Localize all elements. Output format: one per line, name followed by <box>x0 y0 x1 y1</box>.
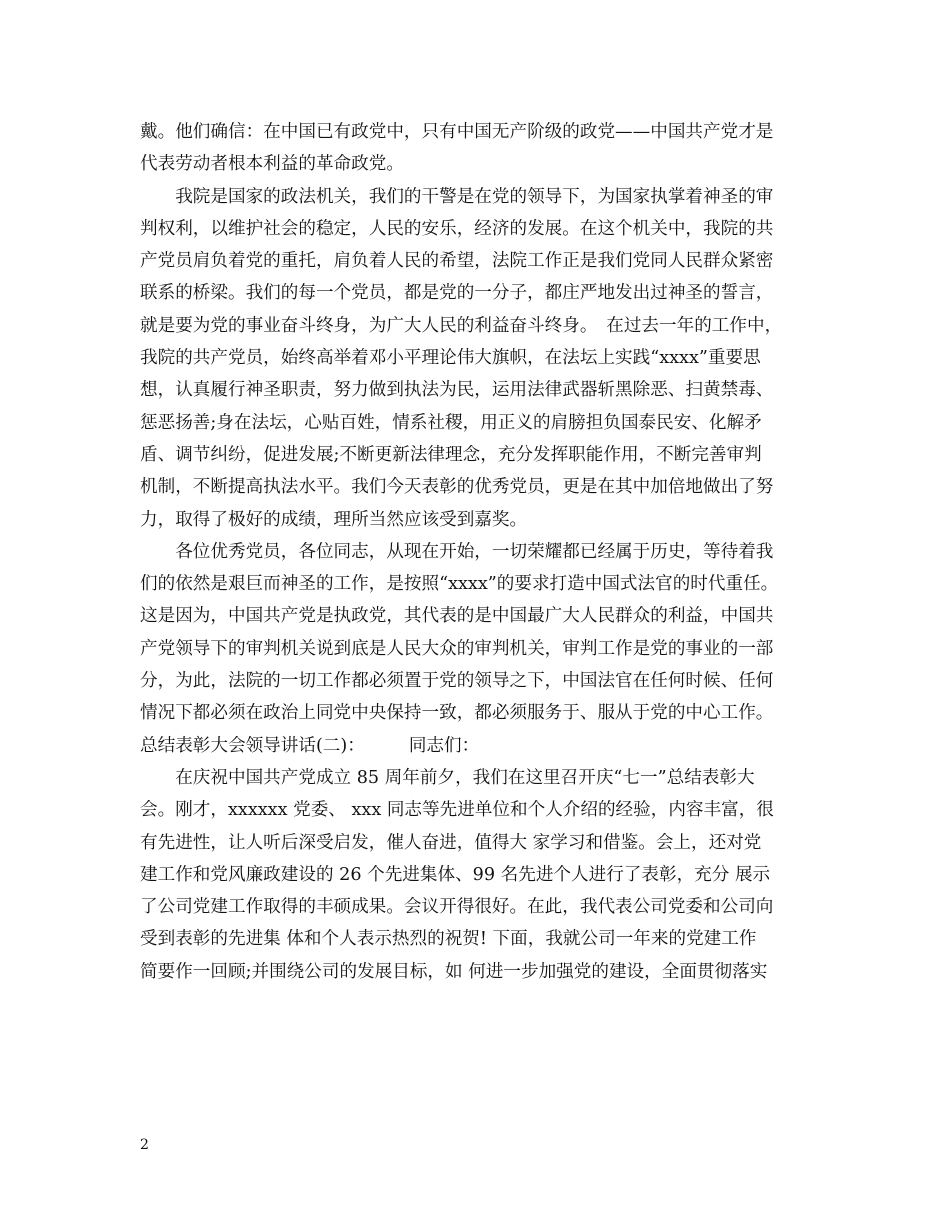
text-line: 我院是国家的政法机关，我们的干警是在党的领导下，为国家执掌着神圣的审 <box>140 186 774 207</box>
text-line: 联系的桥梁。我们的每一个党员，都是党的一分子，都庄严地发出过神圣的誓言， <box>140 283 774 304</box>
text-line: 简要作一回顾;并围绕公司的发展目标，如 何进一步加强党的建设，全面贯彻落实 <box>140 961 768 982</box>
text-line: 我院的共产党员，始终高举着邓小平理论伟大旗帜，在法坛上实践“xxxx”重要思 <box>140 348 761 369</box>
text-line: 建工作和党风廉政建设的 26 个先进集体、99 名先进个人进行了表彰，充分 展示 <box>140 864 771 885</box>
text-line: 各位优秀党员，各位同志，从现在开始，一切荣耀都已经属于历史，等待着我 <box>140 541 774 562</box>
text-line: 在庆祝中国共产党成立 85 周年前夕，我们在这里召开庆“七一”总结表彰大 <box>140 767 755 788</box>
text-line: 们的依然是艰巨而神圣的工作，是按照“xxxx”的要求打造中国式法官的时代重任。 <box>140 574 779 595</box>
text-line: 戴。他们确信：在中国已有政党中，只有中国无产阶级的政党——中国共产党才是 <box>140 122 774 142</box>
text-line: 产党员肩负着党的重托，肩负着人民的希望，法院工作正是我们党同人民群众紧密 <box>140 251 774 272</box>
text-line: 受到表彰的先进集 体和个人表示热烈的祝贺! 下面，我就公司一年来的党建工作 <box>140 929 757 950</box>
text-line: 惩恶扬善;身在法坛，心贴百姓，情系社稷，用正义的肩膀担负国泰民安、化解矛 <box>140 412 762 433</box>
body-text <box>140 116 816 988</box>
section-heading-line: 总结表彰大会领导讲话(二)： 同志们： <box>140 735 480 756</box>
text-line: 产党领导下的审判机关说到底是人民大众的审判机关，审判工作是党的事业的一部 <box>140 638 774 659</box>
text-line: 就是要为党的事业奋斗终身，为广大人民的利益奋斗终身。 在过去一年的工作中， <box>140 315 783 336</box>
text-line: 这是因为，中国共产党是执政党，其代表的是中国最广大人民群众的利益，中国共 <box>140 606 774 627</box>
text-line: 判权利，以维护社会的稳定，人民的安乐，经济的发展。在这个机关中，我院的共 <box>140 218 774 239</box>
text-line: 力，取得了极好的成绩，理所当然应该受到嘉奖。 <box>140 509 528 530</box>
page-number: 2 <box>140 1137 149 1153</box>
text-line: 代表劳动者根本利益的革命政党。 <box>140 154 404 175</box>
text-line: 机制，不断提高执法水平。我们今天表彰的优秀党员，更是在其中加倍地做出了努 <box>140 477 774 498</box>
text-line: 情况下都必须在政治上同党中央保持一致，都必须服务于、服从于党的中心工作。 <box>140 703 774 724</box>
text-line: 有先进性，让人听后深受启发，催人奋进，值得大 家学习和借鉴。会上，还对党 <box>140 832 762 853</box>
text-line: 盾、调节纠纷，促进发展;不断更新法律理念，充分发挥职能作用，不断完善审判 <box>140 444 762 465</box>
text-line: 分，为此，法院的一切工作都必须置于党的领导之下，中国法官在任何时候、任何 <box>140 671 774 692</box>
text-line: 会。刚才，xxxxxx 党委、 xxx 同志等先进单位和个人介绍的经验，内容丰富，很 <box>140 800 774 821</box>
text-line: 了公司党建工作取得的丰硕成果。会议开得很好。在此，我代表公司党委和公司向 <box>140 897 774 918</box>
text-line: 想，认真履行神圣职责，努力做到执法为民，运用法律武器斩黑除恶、扫黄禁毒、 <box>140 380 774 401</box>
